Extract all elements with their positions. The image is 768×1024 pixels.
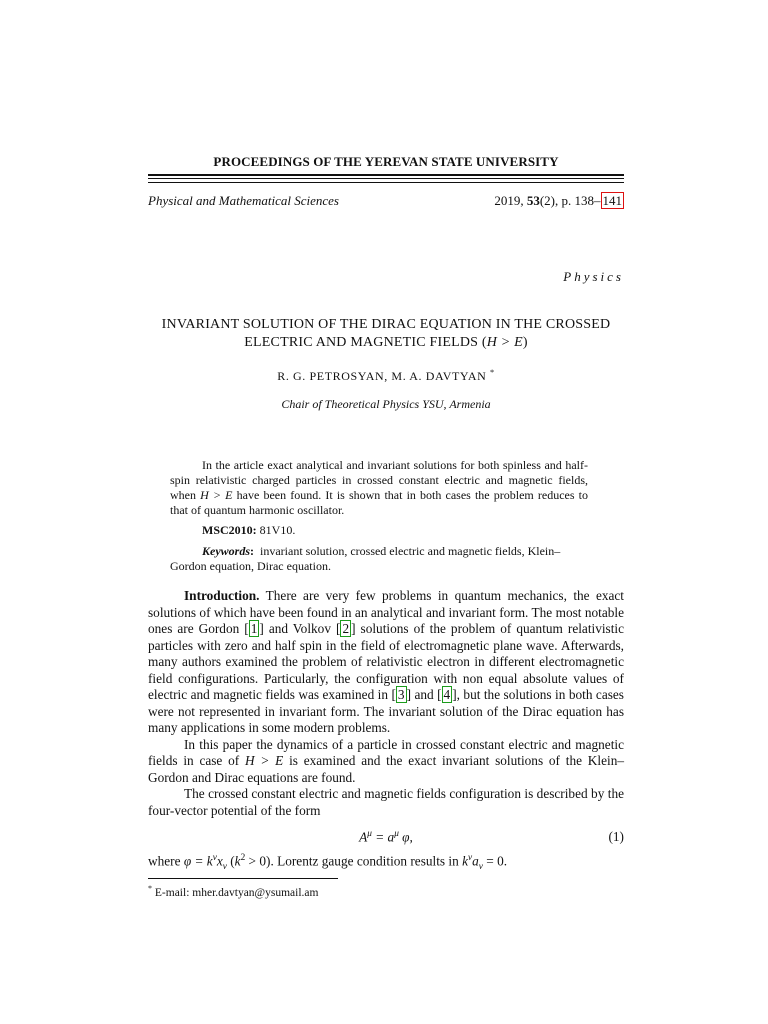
author-footnote-mark[interactable]: * <box>489 368 495 377</box>
body-text <box>148 588 624 819</box>
journal-section: Physical and Mathematical Sciences <box>148 193 339 208</box>
abstract-part-1: In the article exact analytical and invariant solutions for both spinless and half-spin relativistic charged particles in crossed constant electric and magnetic fields, when <box>170 458 588 502</box>
eq-phi: φ, <box>398 829 413 845</box>
footnote-mark: * <box>148 884 153 893</box>
msc-label: MSC2010: <box>202 523 257 537</box>
header-rule-thin <box>148 178 624 179</box>
last-page-link[interactable]: 141 <box>602 193 622 208</box>
citation-info <box>494 193 624 209</box>
keywords <box>170 544 588 574</box>
authors <box>148 368 624 384</box>
intro-text-d: and <box>411 687 438 702</box>
abstract <box>170 458 588 518</box>
title-line-2-text: ELECTRIC AND MAGNETIC FIELDS ( <box>244 335 487 350</box>
eq-rhs-sup: μ <box>394 829 399 839</box>
title-paren: ) <box>522 335 528 350</box>
footnote-rule <box>148 878 338 879</box>
citation-link-3[interactable]: 3 <box>397 687 405 702</box>
affiliation: Chair of Theoretical Physics YSU, Armenia <box>281 397 491 411</box>
eq-lhs: A <box>359 829 368 845</box>
msc-line <box>202 523 295 538</box>
subject-label: Physics <box>563 269 624 284</box>
intro-text-c: solutions of the problem of quantum relativistic particles with zero and half spin in the field of electromagnetic plane wave. Afterwards, many authors examined the problem of relativistic electron in different electromagnetic field configurations. Particularly, the configuration with non equal absolute values of electric and magnetic fields was examined in <box>148 621 625 702</box>
msc-value: 81V10. <box>259 523 296 537</box>
where-square: 2 <box>240 853 246 863</box>
author-names: R. G. PETROSYAN, M. A. DAVTYAN <box>277 369 487 383</box>
where-paren: ( <box>226 853 235 869</box>
where-gauge: > 0). Lorentz gauge condition results in <box>245 853 463 869</box>
issue-pages: (2), p. 138– <box>539 193 601 208</box>
where-nu-2: ν <box>222 862 227 873</box>
where-k-2: k <box>462 853 468 869</box>
intro-text-a: There are very few problems in quantum mechanics, the exact solutions of which have been found in an analytical and invariant form. The most notable ones are Gordon <box>148 588 624 636</box>
intro-paragraph-1: Introduction. There are very few problems in quantum mechanics, the exact solutions of which have been found in an analytical and invariant form. The most notable ones are Gordon [ 1 ] and Volkov [ 2 ] solutions of the problem of quantum relativistic particles with zero and half spin in the field of electromagnetic plane wave. Afterwards, many authors examined the problem of relativistic electron in different electromagnetic field configurations. Particularly, the configuration with non equal absolute values of electric and magnetic fields was examined in [ 3 ] and [ 4 ], but the solutions in both cases were not represented in invariant form. The invariant solution of the Dirac equation has many applications in some modern problems. <box>148 588 625 735</box>
citation-link-1[interactable]: 1 <box>250 621 258 636</box>
year: 2019, <box>494 193 524 208</box>
abstract-condition: H > E <box>200 488 233 502</box>
intro-paragraph-2 <box>148 737 624 787</box>
where-nu: ν <box>212 853 217 863</box>
title-line-2 <box>148 334 624 352</box>
eq-rhs: = a <box>371 829 395 845</box>
header-rule-thin-2 <box>148 182 624 183</box>
citation-link-2[interactable]: 2 <box>342 621 350 636</box>
title-line-1: INVARIANT SOLUTION OF THE DIRAC EQUATION IN THE CROSSED <box>161 317 611 332</box>
p2-text-a: In this paper the dynamics of a particle in crossed constant electric and magnetic fields in case of <box>148 736 624 768</box>
citation-link-4[interactable]: 4 <box>443 687 451 702</box>
volume: 53 <box>526 193 540 208</box>
footnote-email[interactable]: E-mail: mher.davtyan@ysumail.am <box>152 886 319 899</box>
abstract-text <box>170 458 588 518</box>
equation-1 <box>148 829 624 845</box>
where-end: = 0. <box>482 853 508 869</box>
where-word: where <box>148 853 184 869</box>
eq-lhs-sup: μ <box>367 829 372 839</box>
intro-text-b: and Volkov <box>263 621 336 636</box>
title-condition: H > E <box>486 335 523 350</box>
p2-text-b: is examined and the exact invariant solutions of the Klein–Gordon and Dirac equations are found. <box>148 753 624 785</box>
abstract-part-2: have been found. It is shown that in both cases the problem reduces to that of quantum harmonic oscillator. <box>170 488 589 517</box>
journal-title: PROCEEDINGS OF THE YEREVAN STATE UNIVERSITY <box>213 154 559 169</box>
header-rule-thick <box>148 174 624 176</box>
where-nu-4: ν <box>478 862 483 873</box>
intro-paragraph-3: The crossed constant electric and magnetic fields configuration is described by the four-vector potential of the form <box>148 786 624 818</box>
where-line <box>148 853 624 872</box>
p2-condition: H > E <box>245 753 284 768</box>
keywords-value: invariant solution, crossed electric and magnetic fields, Klein–Gordon equation, Dirac equation. <box>170 544 561 573</box>
footnote <box>148 884 318 899</box>
intro-text-e: , but the solutions in both cases were not represented in invariant form. The invariant solution of the Dirac equation has many applications in some modern problems. <box>148 687 624 735</box>
where-nu-3: ν <box>468 853 473 863</box>
keywords-colon: : <box>250 544 254 558</box>
intro-heading: Introduction. <box>184 588 260 603</box>
equation-number: (1) <box>608 829 624 844</box>
where-a: a <box>472 853 479 869</box>
keywords-label: Keywords <box>202 544 250 558</box>
where-k: k <box>234 853 241 869</box>
where-x: x <box>216 853 223 869</box>
paper-title <box>148 316 624 352</box>
where-phi: φ = k <box>183 853 213 869</box>
